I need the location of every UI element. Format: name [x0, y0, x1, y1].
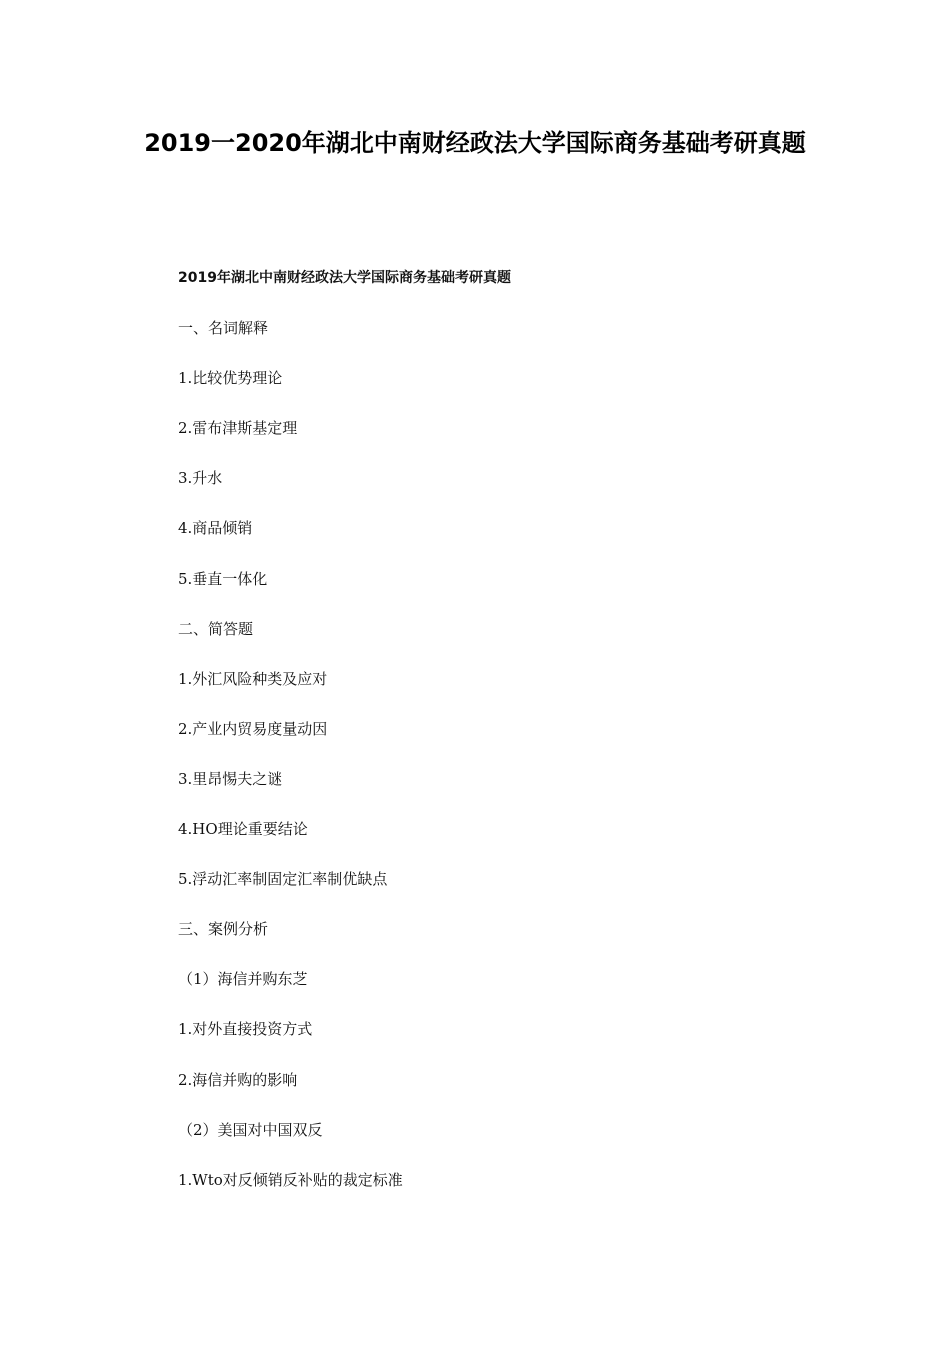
question-item: 2.产业内贸易度量动因 [178, 719, 328, 738]
section-heading-short-answer: 二、简答题 [178, 619, 254, 638]
exam-subtitle: 2019年湖北中南财经政法大学国际商务基础考研真题 [178, 270, 511, 286]
question-item: 1.对外直接投资方式 [178, 1020, 313, 1039]
case-heading: （1）海信并购东芝 [178, 970, 308, 989]
section-heading-terms: 一、名词解释 [178, 319, 269, 338]
question-item: 4.商品倾销 [178, 519, 253, 538]
section-heading-case-analysis: 三、案例分析 [178, 920, 269, 939]
question-item: 3.升水 [178, 469, 223, 488]
case-heading: （2）美国对中国双反 [178, 1120, 323, 1139]
question-item: 1.外汇风险种类及应对 [178, 669, 328, 688]
question-item: 1.Wto对反倾销反补贴的裁定标准 [178, 1170, 403, 1189]
question-item: 1.比较优势理论 [178, 369, 283, 388]
question-item: 4.HO理论重要结论 [178, 820, 308, 839]
question-item: 2.雷布津斯基定理 [178, 419, 298, 438]
question-item: 3.里昂惕夫之谜 [178, 769, 283, 788]
document-body [178, 262, 828, 1214]
question-item: 5.浮动汇率制固定汇率制优缺点 [178, 870, 388, 889]
question-item: 5.垂直一体化 [178, 569, 268, 588]
question-item: 2.海信并购的影响 [178, 1070, 298, 1089]
document-title: 2019一2020年湖北中南财经政法大学国际商务基础考研真题 [144, 129, 806, 157]
